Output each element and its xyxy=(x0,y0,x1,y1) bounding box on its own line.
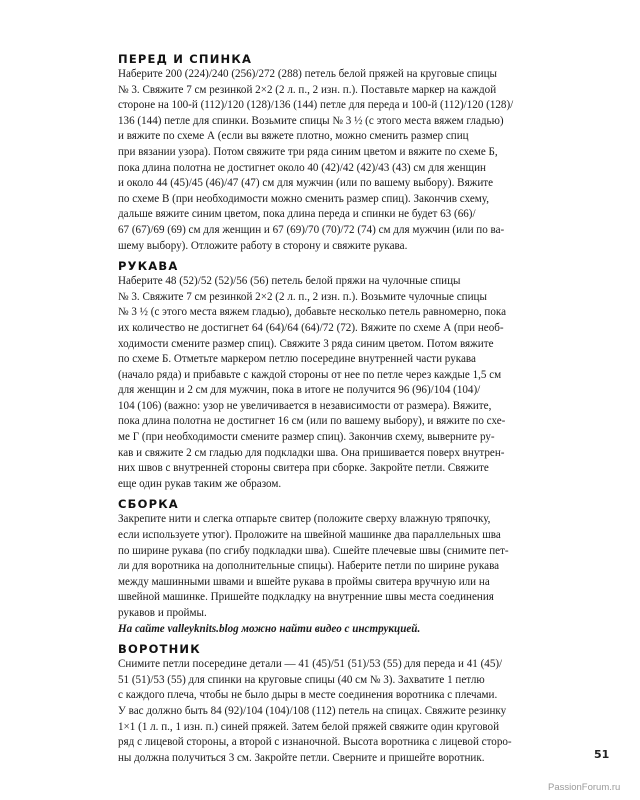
text-line: пока длина полотна не достигнет 16 см (или по вашему выбору), и вяжите по схе- xyxy=(118,415,506,428)
text-line: рукавов и проймы. xyxy=(118,607,207,619)
section-front-back xyxy=(118,52,563,254)
section-title: ВОРОТНИК xyxy=(118,642,201,657)
text-line: У вас должно быть 84 (92)/104 (104)/108 (112) петель на спицах. Свяжите резинку xyxy=(118,704,507,717)
section-title: ПЕРЕД И СПИНКА xyxy=(118,52,253,66)
text-line: № 3. Свяжите 7 см резинкой 2×2 (2 л. п., 2 изн. п.). Возьмите чулочные спицы xyxy=(118,290,487,303)
text-line: пока длина полотна не достигнет около 40 (42)/42 (42)/43 (43) см для женщин xyxy=(118,161,486,174)
text-line: при вязании узора). Потом свяжите три ряда синим цветом и вяжите по схеме Б, xyxy=(118,145,498,158)
text-line: Наберите 48 (52)/52 (52)/56 (56) петель белой пряжи на чулочные спицы xyxy=(118,275,461,288)
text-line: швейной машинке. Пришейте подкладку на внутренние швы места соединения xyxy=(118,591,494,604)
text-line: между машинными швами и вшейте рукава в проймы свитера вручную или на xyxy=(118,575,490,588)
text-line: кав и свяжите 2 см гладью для подкладки шва. Она пришивается поверх внутрен- xyxy=(118,446,505,459)
video-note: На сайте valleyknits.blog можно найти видео с инструкцией. xyxy=(118,622,421,635)
text-line: по схеме В (при необходимости можно сменить размер спиц). Закончив схему, xyxy=(118,192,489,205)
watermark: PassionForum.ru xyxy=(548,782,621,793)
section-collar xyxy=(118,642,563,766)
section-sleeves xyxy=(118,259,563,492)
text-line: стороне на 100-й (112)/120 (128)/136 (144) петле для переда и 100-й (112)/120 (128)/ xyxy=(118,99,514,112)
section-assembly xyxy=(118,497,563,637)
page-content xyxy=(118,52,563,771)
text-line: ходимости смените размер спиц). Свяжите 3 ряда синим цветом. Потом вяжите xyxy=(118,337,494,350)
text-line: дальше вяжите синим цветом, пока длина переда и спинки не будет 63 (66)/ xyxy=(118,208,476,221)
text-line: (начало ряда) и прибавьте с каждой стороны от нее по петле через каждые 1,5 см xyxy=(118,368,502,381)
text-line: еще один рукав таким же образом. xyxy=(118,477,282,490)
text-line: и около 44 (45)/45 (46)/47 (47) см для мужчин (или по вашему выбору). Вяжите xyxy=(118,177,494,190)
text-line: ряд с лицевой стороны, а второй с изнаночной. Высота воротника с лицевой сторо- xyxy=(118,736,512,749)
text-line: шему выбору). Отложите работу в сторону и свяжите рукава. xyxy=(118,239,408,252)
text-line: них швов с внутренней стороны свитера при сборке. Закройте петли. Свяжите xyxy=(118,462,489,475)
page-number: 51 xyxy=(594,748,610,761)
text-line: 136 (144) петле для спинки. Возьмите спицы № 3 ½ (с этого места вяжем гладью) xyxy=(118,114,504,127)
text-line: ны должна получиться 3 см. Закройте петли. Сверните и пришейте воротник. xyxy=(118,751,485,764)
text-line: по схеме Б. Отметьте маркером петлю посередине внутренней части рукава xyxy=(118,353,476,366)
section-title: РУКАВА xyxy=(118,259,179,274)
text-line: Закрепите нити и слегка отпарьте свитер (положите сверху влажную тряпочку, xyxy=(118,513,491,526)
text-line: если используете утюг). Проложите на швейной машинке два параллельных шва xyxy=(118,529,501,542)
text-line: № 3. Свяжите 7 см резинкой 2×2 (2 л. п., 2 изн. п.). Поставьте маркер на каждой xyxy=(118,83,497,96)
text-line: ли для воротника на дополнительные спицы). Наберите петли по ширине рукава xyxy=(118,560,500,573)
section-title: СБОРКА xyxy=(118,497,179,512)
text-line: Наберите 200 (224)/240 (256)/272 (288) петель белой пряжей на круговые спицы xyxy=(118,68,497,80)
text-line: 104 (106) (важно: узор не увеличивается в независимости от размера). Вяжите, xyxy=(118,399,492,412)
text-line: их количество не достигнет 64 (64)/64 (64)/72 (72). Вяжите по схеме А (при необ- xyxy=(118,321,504,334)
text-line: по ширине рукава (по сгибу подкладки шва). Сшейте плечевые швы (снимите пет- xyxy=(118,544,509,557)
text-line: и вяжите по схеме А (если вы вяжете плотно, можно сменить размер спиц xyxy=(118,130,469,143)
text-line: Снимите петли посередине детали — 41 (45)/51 (51)/53 (55) для переда и 41 (45)/ xyxy=(118,658,503,671)
text-line: 67 (67)/69 (69) см для женщин и 67 (69)/70 (70)/72 (74) см для мужчин (или по ва- xyxy=(118,223,505,236)
text-line: № 3 ½ (с этого места вяжем гладью), добавьте несколько петель равномерно, пока xyxy=(118,306,507,319)
text-line: для женщин и 2 см для мужчин, пока в итоге не получится 96 (96)/104 (104)/ xyxy=(118,384,481,397)
text-line: 51 (51)/53 (55) для спинки на круговые спицы (40 см № 3). Захватите 1 петлю xyxy=(118,673,485,686)
text-line: ме Г (при необходимости смените размер спиц). Закончив схему, выверните ру- xyxy=(118,431,495,444)
text-line: 1×1 (1 л. п., 1 изн. п.) синей пряжей. Затем белой пряжей свяжите один круговой xyxy=(118,720,500,733)
text-line: с каждого плеча, чтобы не было дыры в месте соединения воротника с плечами. xyxy=(118,689,498,702)
